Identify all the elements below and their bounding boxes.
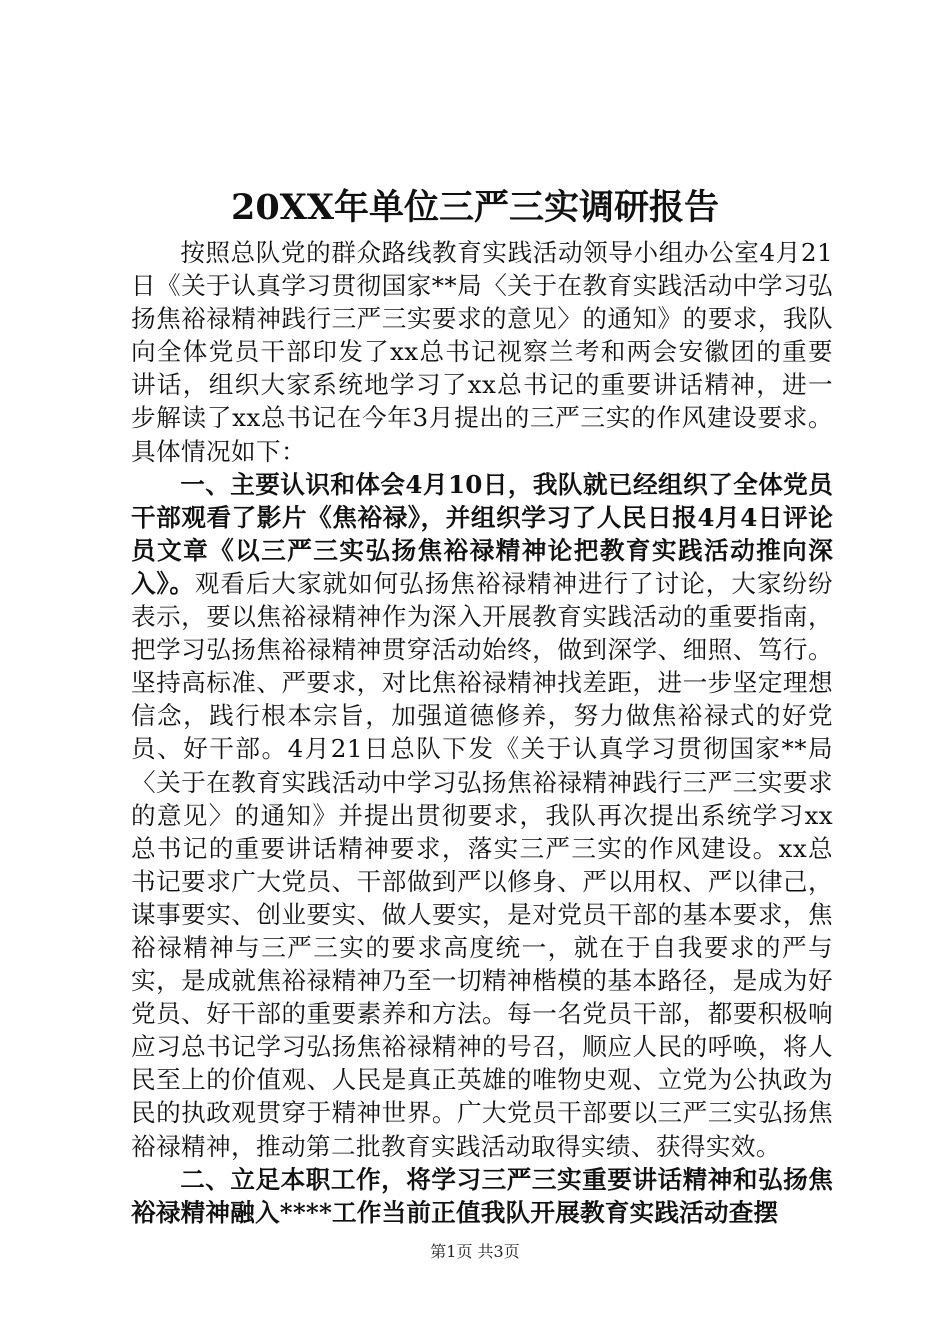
paragraph-intro: 按照总队党的群众路线教育实践活动领导小组办公室4月21日《关于认真学习贯彻国家**局〈关于在教育实践活动中学习弘扬焦裕禄精神践行三严三实要求的意见〉的通知》的要求，我队向全体党员干部印发了xx总书记视察兰考和两会安徽团的重要讲话，组织大家系统地学习了xx总书记的重要讲话精神，进一步解读了xx总书记在今年3月提出的三严三实的作风建设要求。具体情况如下： [131,238,833,466]
paragraph-section-1 [131,468,833,1163]
page-number-footer: 第1页 共3页 [430,1242,520,1261]
page-title: 20XX年单位三严三实调研报告 [230,187,720,228]
section-1-body: 观看后大家就如何弘扬焦裕禄精神进行了讨论，大家纷纷表示，要以焦裕禄精神作为深入开展教育实践活动的重要指南，把学习弘扬焦裕禄精神贯穿活动始终，做到深学、细照、笃行。坚持高标准、严要求，对比焦裕禄精神找差距，进一步坚定理想信念，践行根本宗旨，加强道德修养，努力做焦裕禄式的好党员、好干部。4月21日总队下发《关于认真学习贯彻国家**局〈关于在教育实践活动中学习弘扬焦裕禄精神践行三严三实要求的意见〉的通知》并提出贯彻要求，我队再次提出系统学习xx总书记的重要讲话精神要求，落实三严三实的作风建设。xx总书记要求广大党员、干部做到严以修身、严以用权、严以律己，谋事要实、创业要实、做人要实，是对党员干部的基本要求，焦裕禄精神与三严三实的要求高度统一，就在于自我要求的严与实，是成就焦裕禄精神乃至一切精神楷模的基本路径，是成为好党员、好干部的重要素养和方法。每一名党员干部，都要积极响应习总书记学习弘扬焦裕禄精神的号召，顺应人民的呼唤，将人民至上的价值观、人民是真正英雄的唯物史观、立党为公执政为民的执政观贯穿于精神世界。广大党员干部要以三严三实弘扬焦裕禄精神，推动第二批教育实践活动取得实绩、获得实效。 [131,568,833,1161]
section-heading-2: 二、立足本职工作，将学习三严三实重要讲话精神和弘扬焦裕禄精神融入****工作当前正值我队开展教育实践活动查摆 [131,1164,833,1227]
section-heading-1-text: 一、主要认识和体会4月10日，我队就已经组织了全体党员干部观看了影片《焦裕禄》，并组织学习了人民日报4月4日评论员文章《以三严三实弘扬焦裕禄精神论把教育实践活动推向深入》。 [131,469,833,598]
document-body [131,236,833,1229]
